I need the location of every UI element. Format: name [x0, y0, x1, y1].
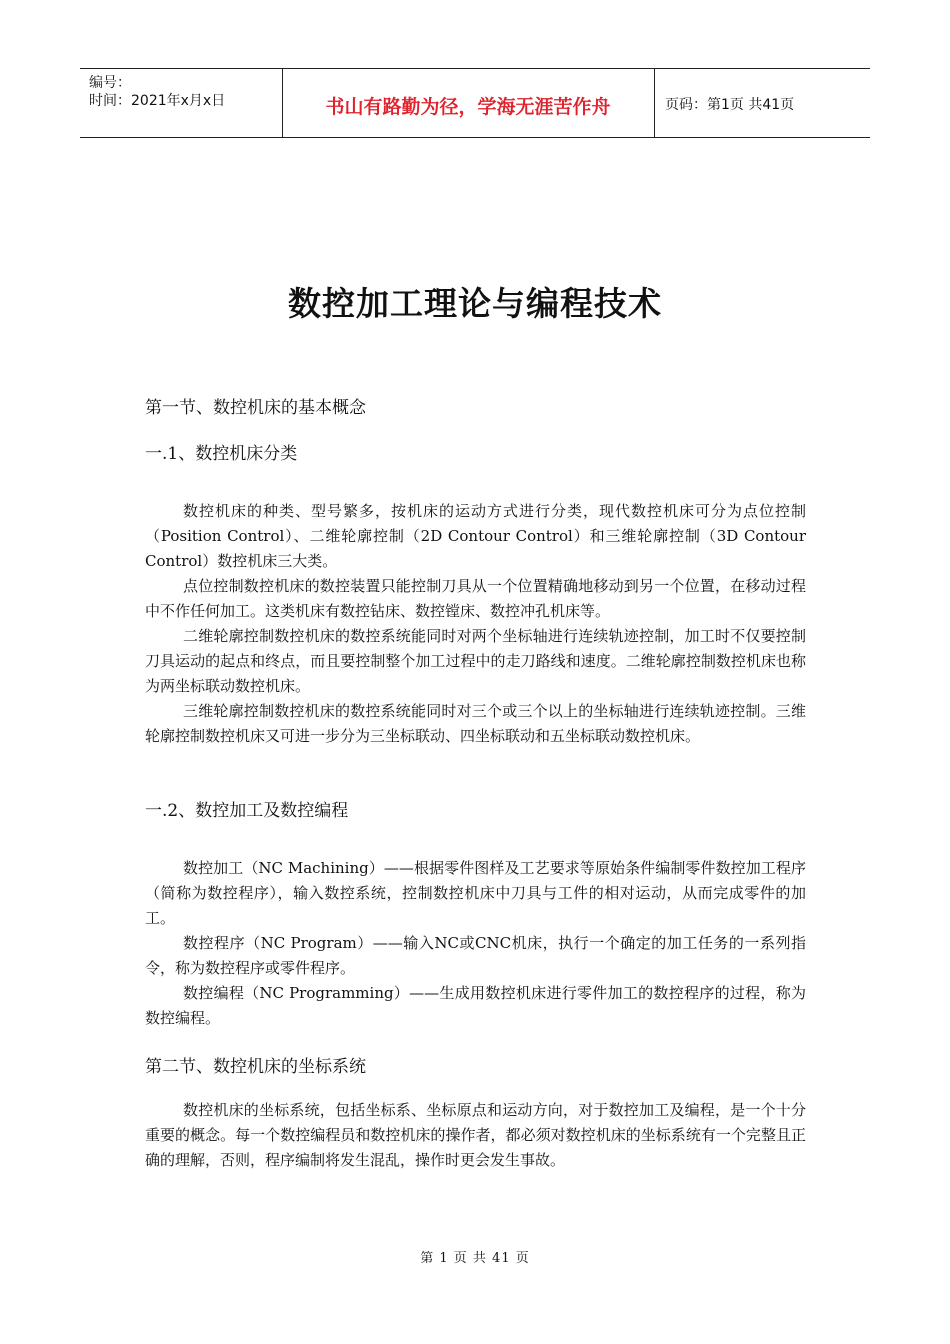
subsection2-heading: 一.2、数控加工及数控编程: [145, 801, 349, 821]
page-footer: 第 1 页 共 41 页: [420, 1251, 530, 1266]
motto-text: 书山有路勤为径，学海无涯苦作舟: [325, 96, 611, 118]
paragraph: 数控机床的坐标系统，包括坐标系、坐标原点和运动方向，对于数控加工及编程，是一个十分重要的概念。每一个数控编程员和数控机床的操作者，都必须对数控机床的坐标系统有一个完整且正确的理解，否则，程序编制将发生混乱，操作时更会发生事故。: [145, 1101, 806, 1169]
paragraph: 数控加工（NC Machining）——根据零件图样及工艺要求等原始条件编制零件数控加工程序（简称为数控程序），输入数控系统，控制数控机床中刀具与工件的相对运动，从而完成零件的加工。: [145, 859, 806, 927]
page-header: [80, 68, 870, 138]
paragraph: 点位控制数控机床的数控装置只能控制刀具从一个位置精确地移动到另一个位置，在移动过程中不作任何加工。这类机床有数控钻床、数控镗床、数控冲孔机床等。: [145, 577, 806, 620]
header-page-info: 页码：第1页 共41页: [665, 97, 795, 113]
paragraph: 数控编程（NC Programming）——生成用数控机床进行零件加工的数控程序的过程，称为数控编程。: [145, 984, 806, 1027]
paragraph: 数控机床的种类、型号繁多，按机床的运动方式进行分类，现代数控机床可分为点位控制（Position Control）、二维轮廓控制（2D Contour Control）和三维轮廓控制（3D Contour Control）数控机床三大类。: [145, 502, 806, 570]
header-page-cell: [655, 69, 870, 137]
document-title: 数控加工理论与编程技术: [288, 284, 662, 323]
time-label: 时间：2021年x月x日: [89, 93, 226, 109]
number-label: 编号：: [89, 75, 131, 91]
paragraph: 二维轮廓控制数控机床的数控系统能同时对两个坐标轴进行连续轨迹控制，加工时不仅要控制刀具运动的起点和终点，而且要控制整个加工过程中的走刀路线和速度。二维轮廓控制数控机床也称为两坐标联动数控机床。: [145, 627, 806, 695]
paragraph: 数控程序（NC Program）——输入NC或CNC机床，执行一个确定的加工任务的一系列指令，称为数控程序或零件程序。: [145, 934, 806, 977]
header-meta-cell: [80, 69, 283, 137]
section2-heading: 第二节、数控机床的坐标系统: [145, 1057, 366, 1077]
section1-heading: 第一节、数控机床的基本概念: [145, 398, 366, 418]
paragraph: 三维轮廓控制数控机床的数控系统能同时对三个或三个以上的坐标轴进行连续轨迹控制。三维轮廓控制数控机床又可进一步分为三坐标联动、四坐标联动和五坐标联动数控机床。: [145, 702, 806, 745]
subsection1-heading: 一.1、数控机床分类: [145, 444, 298, 464]
header-motto-cell: [282, 69, 655, 137]
